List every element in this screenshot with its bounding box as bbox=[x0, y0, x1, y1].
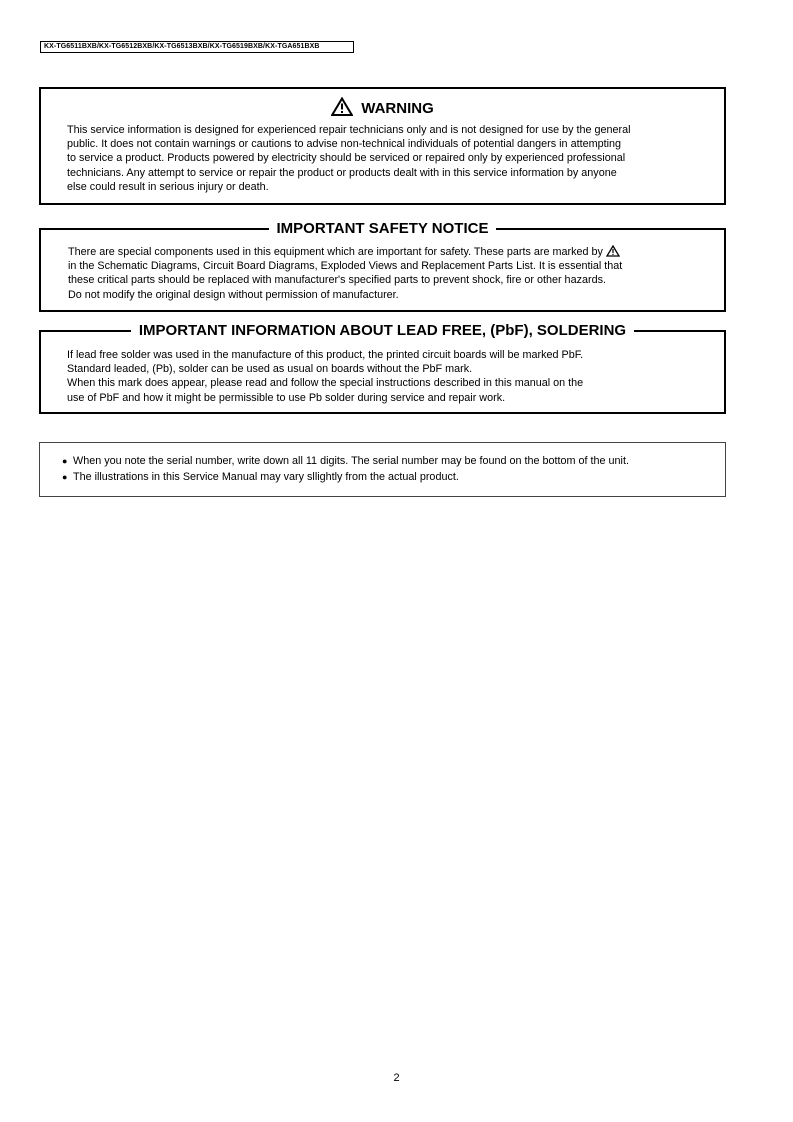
warning-line: public. It does not contain warnings or cautions to advise non-technical individuals of potential dangers in attempting bbox=[67, 138, 621, 151]
lead-free-title: IMPORTANT INFORMATION ABOUT LEAD FREE, (PbF), SOLDERING bbox=[131, 322, 634, 339]
warning-heading bbox=[41, 97, 724, 119]
warning-line: else could result in serious injury or death. bbox=[67, 180, 269, 193]
warning-line: This service information is designed for experienced repair technicians only and is not designed for use by the general bbox=[67, 124, 631, 136]
warning-title: WARNING bbox=[361, 100, 434, 117]
safety-notice-text bbox=[68, 245, 622, 302]
warning-triangle-icon bbox=[331, 97, 353, 116]
model-number-tag: KX-TG6511BXB/KX-TG6512BXB/KX-TG6513BXB/KX-TG6519BXB/KX-TGA651BXB bbox=[40, 41, 354, 53]
lead-free-line: When this mark does appear, please read and follow the special instructions described in this manual on the bbox=[67, 377, 584, 390]
notes-list bbox=[62, 454, 629, 485]
bullet-icon: ● bbox=[62, 456, 68, 466]
lead-free-text bbox=[67, 348, 583, 405]
safety-line-text: There are special components used in this equipment which are important for safety. These parts are marked by bbox=[68, 246, 603, 258]
note-text: When you note the serial number, write down all 11 digits. The serial number may be found on the bottom of the unit. bbox=[73, 455, 629, 467]
lead-free-heading bbox=[41, 321, 724, 341]
warning-line: technicians. Any attempt to service or repair the product or products dealt with in this service information by anyone bbox=[67, 166, 617, 179]
lead-free-line: Standard leaded, (Pb), solder can be used as usual on boards without the PbF mark. bbox=[67, 363, 473, 376]
list-item bbox=[62, 470, 629, 486]
safety-notice-box bbox=[39, 220, 726, 312]
page-number: 2 bbox=[393, 1072, 400, 1084]
warning-line: to service a product. Products powered by electricity should be serviced or repaired only by experienced professional bbox=[67, 152, 626, 165]
bullet-icon: ● bbox=[62, 471, 68, 482]
safety-line: in the Schematic Diagrams, Circuit Board Diagrams, Exploded Views and Replacement Parts List. It is essential that bbox=[68, 260, 623, 273]
safety-line: Do not modify the original design without permission of manufacturer. bbox=[68, 288, 399, 301]
lead-free-line: If lead free solder was used in the manufacture of this product, the printed circuit boards will be marked PbF. bbox=[67, 349, 584, 361]
safety-mark-icon bbox=[606, 245, 620, 257]
warning-box bbox=[39, 87, 726, 205]
safety-notice-heading bbox=[41, 219, 724, 239]
warning-text bbox=[67, 123, 631, 194]
note-text: The illustrations in this Service Manual may vary sllightly from the actual product. bbox=[73, 470, 459, 483]
lead-free-line: use of PbF and how it might be permissible to use Pb solder during service and repair work. bbox=[67, 391, 506, 404]
list-item bbox=[62, 454, 629, 470]
safety-line: these critical parts should be replaced with manufacturer's specified parts to prevent shock, fire or other hazards. bbox=[68, 274, 606, 287]
safety-line bbox=[68, 245, 622, 259]
lead-free-box bbox=[39, 322, 726, 414]
safety-notice-title: IMPORTANT SAFETY NOTICE bbox=[269, 220, 497, 237]
notes-box bbox=[39, 442, 726, 497]
